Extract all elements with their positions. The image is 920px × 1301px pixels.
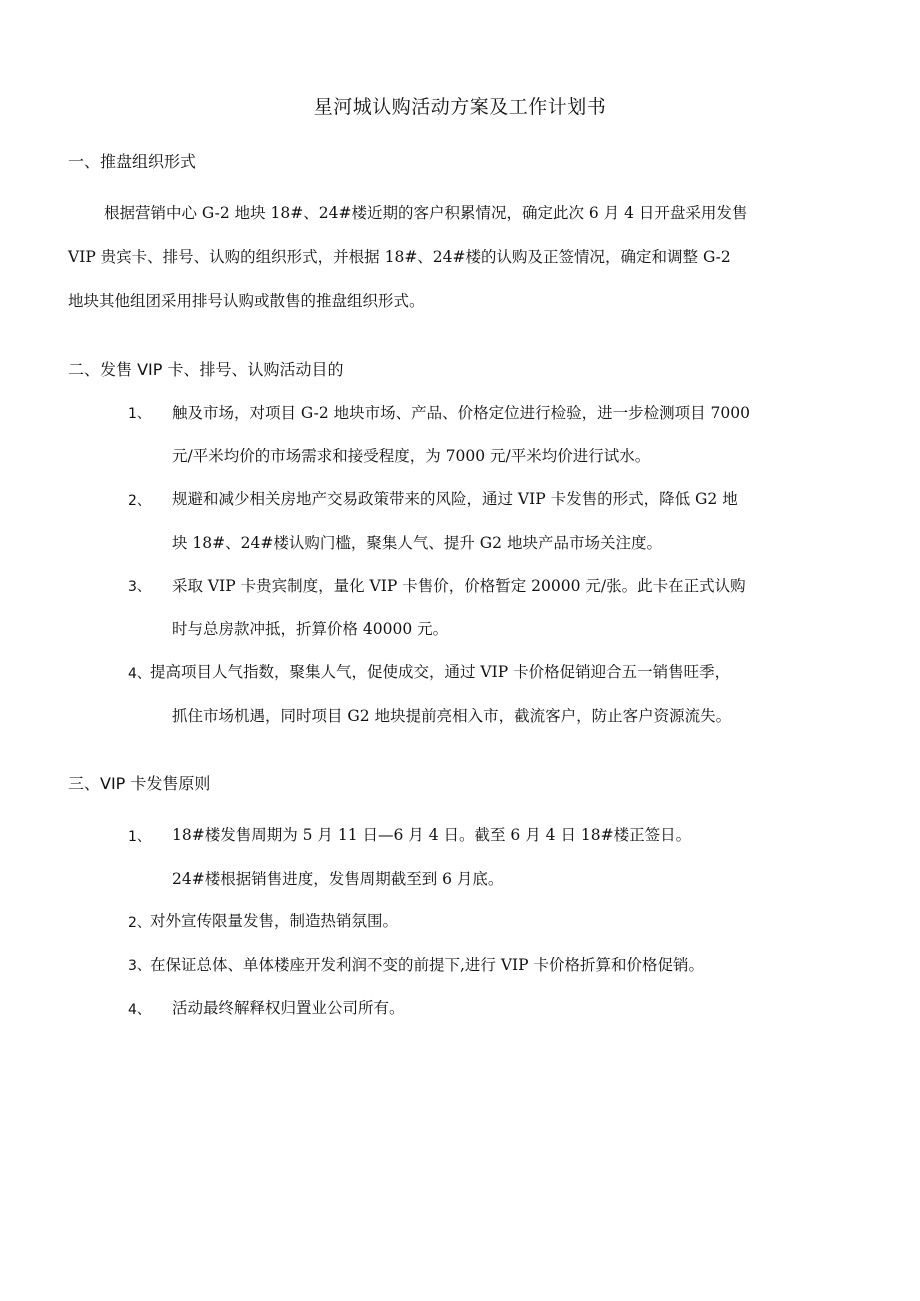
- section-3-item-1-line-1: 18#楼发售周期为 5 月 11 日—6 月 4 日。截至 6 月 4 日 18#楼正签日。: [172, 826, 692, 844]
- section-2-item-4-line-1: 提高项目人气指数，聚集人气，促使成交，通过 VIP 卡价格促销迎合五一销售旺季，: [150, 663, 731, 681]
- section-1-line-3: 地块其他组团采用排号认购或散售的推盘组织形式。: [68, 292, 425, 310]
- section-3-item-4-number: 4、: [128, 1002, 151, 1018]
- section-3-item-4-line-1: 活动最终解释权归置业公司所有。: [172, 999, 405, 1017]
- section-1-line-1: 根据营销中心 G-2 地块 18#、24#楼近期的客户积累情况，确定此次 6 月 4 日开盘采用发售: [104, 204, 748, 222]
- section-3-item-3-line-1: 在保证总体、单体楼座开发利润不变的前提下,进行 VIP 卡价格折算和价格促销。: [150, 956, 705, 974]
- section-2-heading: 二、发售 VIP 卡、排号、认购活动目的: [68, 360, 344, 379]
- section-3-item-2-line-1: 对外宣传限量发售，制造热销氛围。: [150, 912, 399, 930]
- section-3-item-1-line-2: 24#楼根据销售进度，发售周期截至到 6 月底。: [172, 870, 504, 888]
- section-2-item-1-line-1: 触及市场，对项目 G-2 地块市场、产品、价格定位进行检验，进一步检测项目 7000: [172, 404, 750, 422]
- section-3-item-1-number: 1、: [128, 829, 151, 845]
- section-2-item-3-line-1: 采取 VIP 卡贵宾制度，量化 VIP 卡售价，价格暂定 20000 元/张。此卡在正式认购: [172, 577, 746, 595]
- section-2-item-3-line-2: 时与总房款冲抵，折算价格 40000 元。: [172, 620, 449, 638]
- section-2-item-1-line-2: 元/平米均价的市场需求和接受程度，为 7000 元/平米均价进行试水。: [172, 447, 651, 465]
- section-2-item-4-line-2: 抓住市场机遇，同时项目 G2 地块提前亮相入市，截流客户，防止客户资源流失。: [172, 707, 732, 725]
- section-1-heading: 一、推盘组织形式: [68, 152, 197, 171]
- document-title: 星河城认购活动方案及工作计划书: [313, 96, 607, 118]
- section-2-item-4-number: 4、: [128, 666, 151, 682]
- section-3-heading: 三、VIP 卡发售原则: [68, 774, 211, 793]
- section-1-line-2: VIP 贵宾卡、排号、认购的组织形式，并根据 18#、24#楼的认购及正签情况，确定和调整 G-2: [68, 248, 731, 266]
- section-2-item-2-line-2: 块 18#、24#楼认购门槛，聚集人气、提升 G2 地块产品市场关注度。: [172, 534, 662, 552]
- section-2-item-2-number: 2、: [128, 493, 151, 509]
- section-2-item-2-line-1: 规避和减少相关房地产交易政策带来的风险，通过 VIP 卡发售的形式，降低 G2 地: [172, 490, 738, 508]
- section-2-item-1-number: 1、: [128, 406, 151, 422]
- section-2-item-3-number: 3、: [128, 579, 151, 595]
- section-3-item-3-number: 3、: [128, 958, 151, 974]
- section-3-item-2-number: 2、: [128, 915, 151, 931]
